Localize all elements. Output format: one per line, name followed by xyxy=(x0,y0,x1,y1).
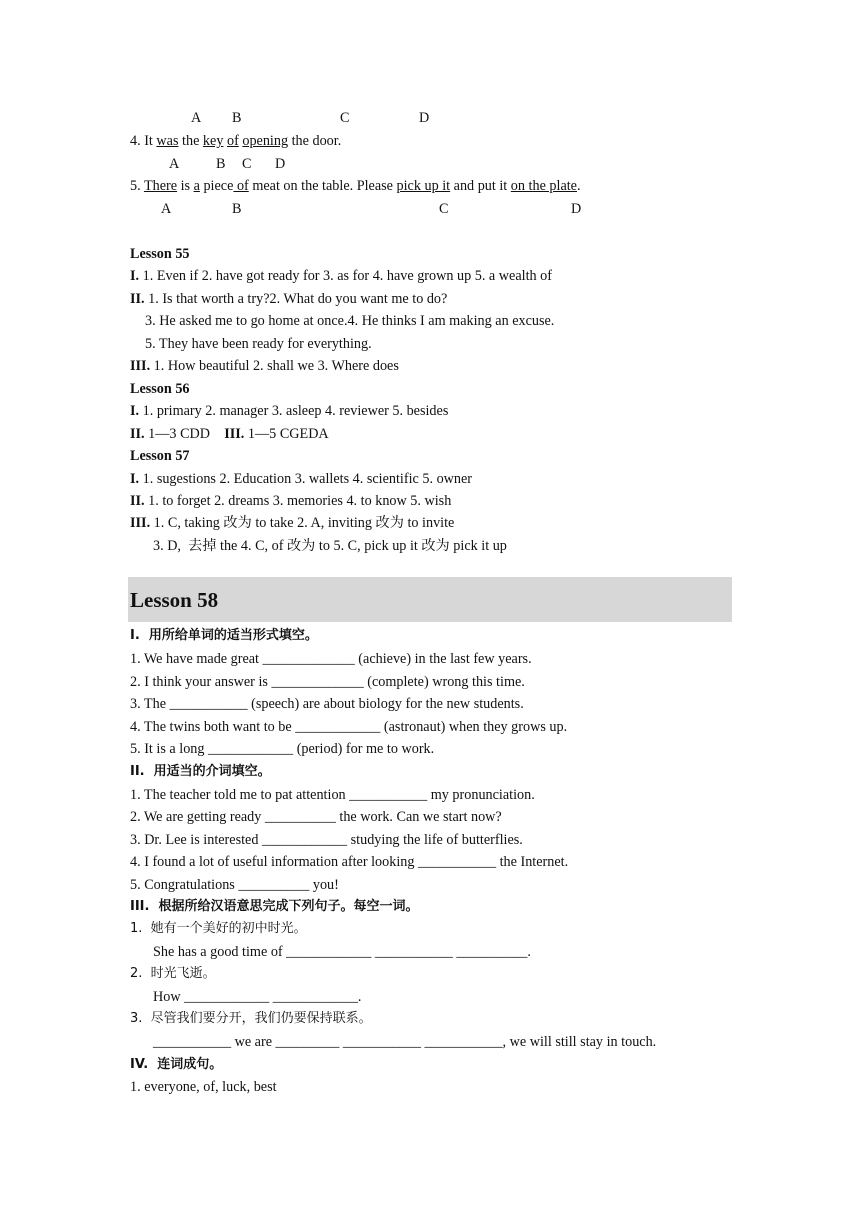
section-1-item: 5. It is a long ____________ (period) for me to work. xyxy=(130,741,435,757)
letter-d: D xyxy=(275,156,286,172)
section-2-item: 1. The teacher told me to pat attention ___________ my pronunciation. xyxy=(130,787,535,803)
section-2-item: 3. Dr. Lee is interested ____________ studying the life of butterflies. xyxy=(130,832,523,848)
lesson-56-part-2-3 xyxy=(130,425,329,443)
part-label: II. xyxy=(130,291,145,307)
lesson-57-title: Lesson 57 xyxy=(130,448,190,464)
answer-text: 1—3 CDD xyxy=(144,426,225,442)
section-3-question-3: 3. 尽管我们要分开，我们仍要保持联系。 xyxy=(130,1011,372,1026)
answer-text: 1. to forget 2. dreams 3. memories 4. to know 5. wish xyxy=(144,493,452,509)
part-label: I. xyxy=(130,471,140,487)
q4-option-a: was xyxy=(156,133,179,149)
letter-a: A xyxy=(161,201,172,217)
question-5 xyxy=(130,177,581,195)
q5-number: 5. xyxy=(130,178,144,194)
letter-b: B xyxy=(216,156,226,172)
lesson-57-part-3 xyxy=(130,514,454,532)
q5-text: is xyxy=(177,178,194,194)
q5-text: and put it xyxy=(450,178,511,194)
q5-text: meat on the table. Please xyxy=(248,178,397,194)
letter-b: B xyxy=(232,201,242,217)
answer-text: 1. C, taking 改为 to take 2. A, inviting 改为 to invite xyxy=(150,515,455,531)
part-label: III. xyxy=(130,358,151,374)
section-3-answer-3: ___________ we are _________ ___________ ___________, we will still stay in touch. xyxy=(153,1034,657,1050)
q4-text: the door. xyxy=(288,133,342,149)
lesson-55-part-2 xyxy=(130,290,447,308)
answer-text: 1. primary 2. manager 3. asleep 4. reviewer 5. besides xyxy=(139,403,449,419)
q5-option-d: on the plate xyxy=(510,178,577,194)
lesson-55-part-2-line-3: 5. They have been ready for everything. xyxy=(145,336,372,352)
lesson-58-banner xyxy=(128,577,732,622)
lesson-57-part-2 xyxy=(130,492,451,510)
lesson-58-title: Lesson 58 xyxy=(130,588,219,612)
q4-number: 4. It xyxy=(130,133,157,149)
section-1-item: 2. I think your answer is _____________ (complete) wrong this time. xyxy=(130,674,525,690)
answer-text: 1. Is that worth a try?2. What do you want me to do? xyxy=(144,291,448,307)
section-4-item: 1. everyone, of, luck, best xyxy=(130,1079,277,1095)
section-3-question-1: 1. 她有一个美好的初中时光。 xyxy=(130,921,307,936)
letter-c: C xyxy=(242,156,252,172)
lesson-57-part-1 xyxy=(130,470,472,488)
section-2-item: 4. I found a lot of useful information after looking ___________ the Internet. xyxy=(130,854,569,870)
section-4-heading: IV. 连词成句。 xyxy=(130,1057,223,1072)
section-1-item: 1. We have made great _____________ (achieve) in the last few years. xyxy=(130,651,532,667)
letter-b: B xyxy=(232,110,242,126)
letter-d: D xyxy=(571,201,582,217)
lesson-55-part-1 xyxy=(130,267,552,285)
part-label: I. xyxy=(130,268,140,284)
part-label: III. xyxy=(130,515,151,531)
lesson-55-part-2-line-2: 3. He asked me to go home at once.4. He thinks I am making an excuse. xyxy=(145,313,555,329)
q5-option-b: a xyxy=(193,178,200,194)
section-3-answer-2: How ____________ ____________. xyxy=(153,989,362,1005)
section-2-item: 5. Congratulations __________ you! xyxy=(130,877,339,893)
section-1-heading: I. 用所给单词的适当形式填空。 xyxy=(130,628,318,643)
section-2-item: 2. We are getting ready __________ the work. Can we start now? xyxy=(130,809,502,825)
q4-text: the xyxy=(178,133,203,149)
q5-option-a: There xyxy=(143,178,178,194)
section-3-heading: III. 根据所给汉语意思完成下列句子。每空一词。 xyxy=(130,899,419,914)
q5-text: . xyxy=(576,178,581,194)
q4-option-d: opening xyxy=(242,133,289,149)
lesson-56-part-1 xyxy=(130,402,448,420)
question-4 xyxy=(130,132,341,150)
answer-text: 1—5 CGEDA xyxy=(244,426,329,442)
section-3-question-2: 2. 时光飞逝。 xyxy=(130,966,216,981)
lesson-57-part-3-line-2: 3. D, 去掉 the 4. C, of 改为 to 5. C, pick up it 改为 pick it up xyxy=(153,538,507,554)
q5-option-c: pick up it xyxy=(396,178,451,194)
part-label: II. xyxy=(130,493,145,509)
answer-text: 1. Even if 2. have got ready for 3. as for 4. have grown up 5. a wealth of xyxy=(139,268,552,284)
section-3-answer-1: She has a good time of ____________ ___________ __________. xyxy=(153,944,531,960)
letter-a: A xyxy=(169,156,180,172)
section-1-item: 3. The ___________ (speech) are about biology for the new students. xyxy=(130,696,524,712)
q5-text: piece xyxy=(199,178,234,194)
part-label: III. xyxy=(224,426,245,442)
lesson-56-title: Lesson 56 xyxy=(130,381,190,397)
letter-c: C xyxy=(439,201,449,217)
q4-option-c: of xyxy=(226,133,239,149)
q4-option-b: key xyxy=(202,133,224,149)
letter-a: A xyxy=(191,110,202,126)
section-1-item: 4. The twins both want to be ____________ (astronaut) when they grows up. xyxy=(130,719,568,735)
q5-option-b2: of xyxy=(233,178,249,194)
part-label: II. xyxy=(130,426,145,442)
part-label: I. xyxy=(130,403,140,419)
section-2-heading: II. 用适当的介词填空。 xyxy=(130,764,271,779)
lesson-55-title: Lesson 55 xyxy=(130,246,190,262)
answer-text: 1. How beautiful 2. shall we 3. Where does xyxy=(150,358,399,374)
letter-d: D xyxy=(419,110,430,126)
letter-c: C xyxy=(340,110,350,126)
lesson-55-part-3 xyxy=(130,357,399,375)
answer-text: 1. sugestions 2. Education 3. wallets 4. scientific 5. owner xyxy=(139,471,473,487)
